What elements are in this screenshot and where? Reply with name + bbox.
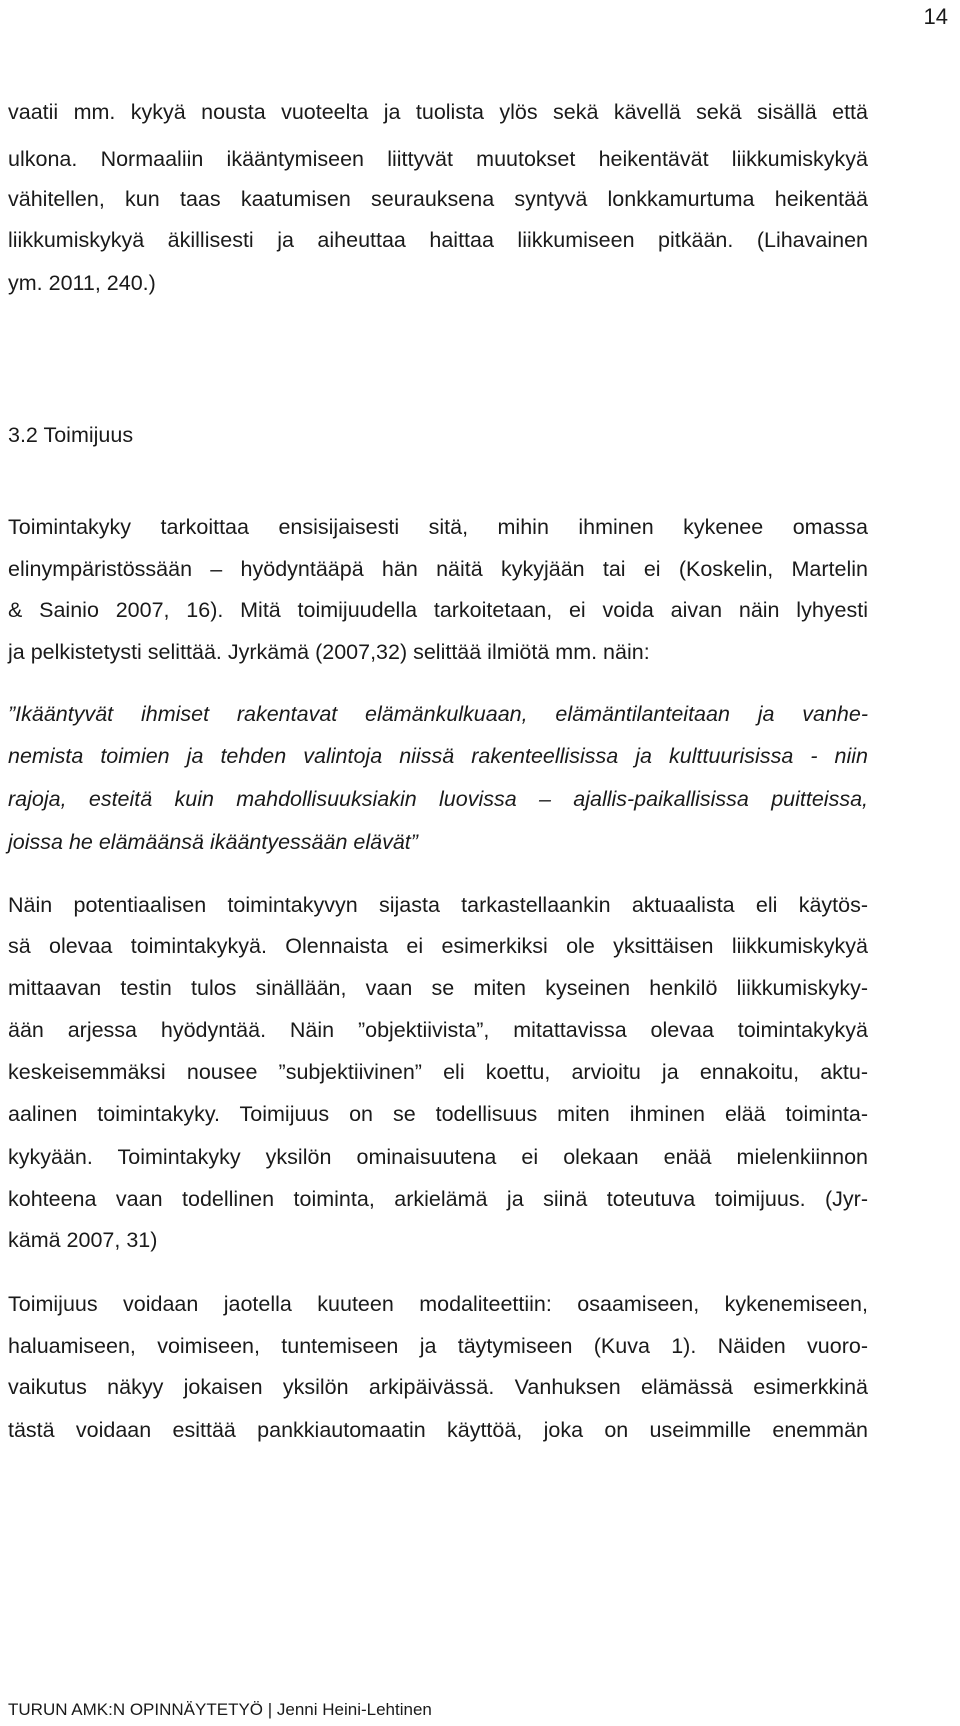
text-line: tästä voidaan esittää pankkiautomaatin käyttöä, joka on useimmille enemmän [8, 1418, 868, 1442]
text-line: ja pelkistetysti selittää. Jyrkämä (2007,32) selittää ilmiötä mm. näin: [8, 640, 650, 664]
text-line: ään arjessa hyödyntää. Näin ”objektiivista”, mitattavissa olevaa toimintakykyä [8, 1018, 868, 1042]
text-line: liikkumiskykyä äkillisesti ja aiheuttaa haittaa liikkumiseen pitkään. (Lihavainen [8, 228, 868, 252]
text-line: ulkona. Normaaliin ikääntymiseen liittyvät muutokset heikentävät liikkumiskykyä [8, 147, 868, 171]
text-line: vähitellen, kun taas kaatumisen seurauksena syntyvä lonkkamurtuma heikentää [8, 187, 868, 211]
page-number: 14 [923, 4, 948, 29]
quote-line: nemista toimien ja tehden valintoja niissä rakenteellisissa ja kulttuurisissa - niin [8, 744, 868, 768]
text-line: Toimintakyky tarkoittaa ensisijaisesti sitä, mihin ihminen kykenee omassa [8, 515, 868, 539]
text-line: ym. 2011, 240.) [8, 271, 156, 295]
text-line: vaikutus näkyy jokaisen yksilön arkipäivässä. Vanhuksen elämässä esimerkkinä [8, 1375, 868, 1399]
page-footer: TURUN AMK:N OPINNÄYTETYÖ | Jenni Heini-Lehtinen [8, 1700, 432, 1719]
quote-line: rajoja, esteitä kuin mahdollisuuksiakin luovissa – ajallis-paikallisissa puitteissa, [8, 787, 868, 811]
text-line: sä olevaa toimintakykyä. Olennaista ei esimerkiksi ole yksittäisen liikkumiskykyä [8, 934, 868, 958]
text-line: keskeisemmäksi nousee ”subjektiivinen” eli koettu, arvioitu ja ennakoitu, aktu- [8, 1060, 868, 1084]
text-line: aalinen toimintakyky. Toimijuus on se todellisuus miten ihminen elää toiminta- [8, 1102, 868, 1126]
text-line: elinympäristössään – hyödyntääpä hän näitä kykyjään tai ei (Koskelin, Martelin [8, 557, 868, 581]
text-line: Näin potentiaalisen toimintakyvyn sijasta tarkastellaankin aktuaalista eli käytös- [8, 893, 868, 917]
quote-line: joissa he elämäänsä ikääntyessään elävät” [8, 830, 418, 854]
section-heading: 3.2 Toimijuus [8, 423, 134, 447]
quote-line: ”Ikääntyvät ihmiset rakentavat elämänkulkuaan, elämäntilanteitaan ja vanhe- [8, 702, 868, 726]
text-line: haluamiseen, voimiseen, tuntemiseen ja täytymiseen (Kuva 1). Näiden vuoro- [8, 1334, 868, 1358]
text-line: & Sainio 2007, 16). Mitä toimijuudella tarkoitetaan, ei voida aivan näin lyhyesti [8, 598, 868, 622]
text-line: kämä 2007, 31) [8, 1228, 158, 1252]
text-line: kohteena vaan todellinen toiminta, arkielämä ja siinä toteutuva toimijuus. (Jyr- [8, 1187, 868, 1211]
text-line: kykyään. Toimintakyky yksilön ominaisuutena ei olekaan enää mielenkiinnon [8, 1145, 868, 1169]
text-line: mittaavan testin tulos sinällään, vaan se miten kyseinen henkilö liikkumiskyky- [8, 976, 868, 1000]
text-line: Toimijuus voidaan jaotella kuuteen modaliteettiin: osaamiseen, kykenemiseen, [8, 1292, 868, 1316]
text-line: vaatii mm. kykyä nousta vuoteelta ja tuolista ylös sekä kävellä sekä sisällä että [8, 100, 868, 124]
